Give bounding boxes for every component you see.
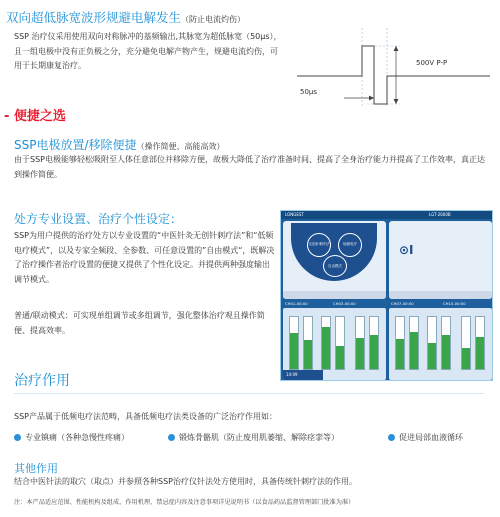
device-window-footer	[283, 291, 386, 299]
section-subtitle: （操作简便、高能高效）	[136, 142, 225, 151]
benefit-item: 锻炼骨骼肌（防止废用肌萎缩、解除痉挛等）	[168, 432, 339, 443]
footnote: 注：本产品适应范围、性能机构及组成、作用机理、禁忌症内容及注意事项详见说明书（以食品药品监督管理部门批准为准）	[14, 499, 355, 506]
benefit-item: 专业镇痛（各种急慢性疼痛）	[14, 432, 129, 443]
electrode-description: 由于SSP电极能够轻松吸附至人体任意部位并移除方便，故极大降低了治疗准备时间、提高了全身治疗能力并提高了工作效率，真正达到操作简便。	[14, 155, 485, 179]
section-title-text: SSP电极放置/移除便捷	[14, 138, 137, 152]
device-mode-button: 自由模式	[323, 255, 347, 277]
section-divider	[14, 393, 484, 394]
device-top-bar	[281, 211, 492, 219]
section-title-other: 其他作用	[14, 462, 58, 475]
device-footer-time: 14:09	[283, 370, 323, 380]
bullet-dot-icon	[388, 434, 395, 441]
device-channel-strip	[283, 301, 492, 307]
bullet-dot-icon	[14, 434, 21, 441]
device-mode-button: 无创针刺疗法	[307, 233, 331, 257]
section-title-prescription: 处方专业设置、治疗个性设定：	[14, 212, 183, 226]
other-description: 结合中医针法的取穴（取点）并参照各种SSP治疗仪针法处方使用时，具备传统针刺疗法的作用。	[14, 477, 357, 486]
pulse-width-label: 50μs	[300, 88, 318, 96]
device-screen-image	[280, 210, 493, 381]
device-channel-label: CH10-00:00	[443, 301, 466, 306]
device-brand: LONGEST	[285, 212, 304, 217]
waveform-description: SSP 治疗仪采用使用双向对称脉冲的基频输出,其脉宽为超低脉宽（50μs），且一组电极中没有正负极之分，充分避免电解产物产生，规避电流灼伤，可用于长期康复治疗。	[14, 32, 282, 70]
device-window-left	[283, 221, 386, 299]
device-model: LGT-2600B	[429, 212, 451, 217]
voltage-label: 500V P-P	[416, 59, 448, 67]
benefit-item: 促进局部血液循环	[388, 432, 463, 443]
device-window-right	[389, 221, 492, 299]
device-channel-label: CH03-00:00	[333, 301, 356, 306]
mode-description: 普通/联动模式：可实现单组调节或多组调节，强化整体治疗观且操作简便、提高效率。	[14, 311, 265, 335]
device-mode-button: 低频电疗	[338, 233, 362, 257]
device-big-icon: ⊙I	[399, 243, 414, 257]
prescription-description: SSP为用户提供的治疗处方以专业设置的“中医针灸无创针刺疗法”和“低频电疗模式”，以及专家全频段、全参数、可任意设置的”自由模式“，既解决了治疗操作者治疗设置的便捷又提供了个性化设定。并提供两种强度输出调节模式。	[14, 231, 275, 284]
effects-description: SSP产品属于低频电疗法范畴，具备低频电疗法类设备的广泛治疗作用如：	[14, 412, 277, 421]
section-title-waveform	[6, 8, 245, 26]
section-title-electrode	[14, 136, 225, 153]
device-panel-right	[389, 308, 492, 380]
waveform-diagram	[292, 28, 492, 108]
device-panel-left	[283, 308, 386, 380]
section-title-text: 双向超低脉宽波形规避电解发生	[6, 10, 182, 25]
section-subtitle: （防止电流灼伤）	[181, 15, 246, 24]
device-channel-label: CH07-00:00	[391, 301, 414, 306]
bullet-dot-icon	[168, 434, 175, 441]
device-window-footer	[389, 291, 492, 299]
feature-heading: - 便捷之选	[4, 109, 66, 124]
device-channel-label: CH01-00:00	[285, 301, 308, 306]
section-title-effects: 治疗作用	[14, 373, 70, 389]
